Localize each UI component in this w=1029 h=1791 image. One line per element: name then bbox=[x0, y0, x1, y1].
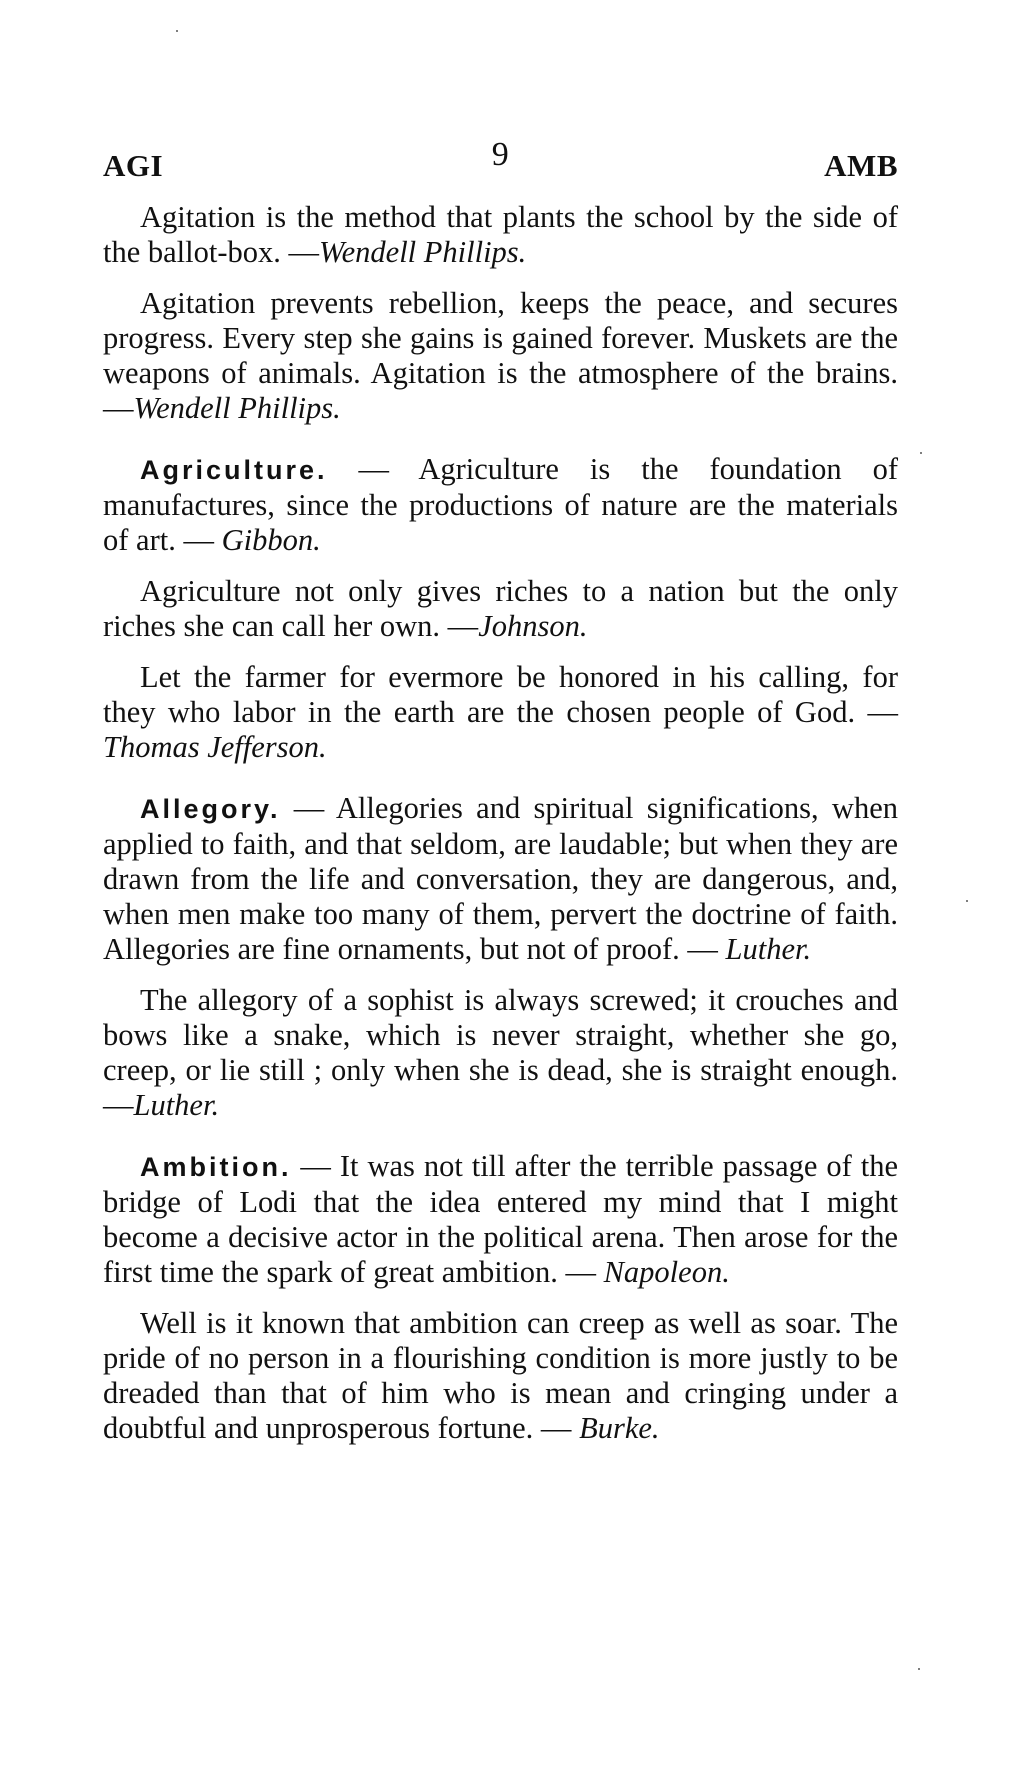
quote-attribution: Wendell Phillips. bbox=[319, 235, 527, 269]
entry-heading: Ambition. bbox=[140, 1152, 292, 1182]
entry-paragraph-agriculture bbox=[103, 452, 898, 558]
quote-text: The allegory of a sophist is always screwed; it crouches and bows like a snake, which is never straight, whether she go, creep, or lie still ; only when she is dead, she is straight enough. — bbox=[103, 983, 898, 1122]
quote-attribution: Gibbon. bbox=[221, 523, 321, 557]
paper-speck bbox=[176, 30, 178, 32]
paper-speck bbox=[920, 452, 922, 454]
quote-text: Agitation prevents rebellion, keeps the peace, and secures progress. Every step she gains is gained forever. Muskets are the weapons of animals. Agitation is the atmosphere of the brains. — bbox=[103, 286, 898, 425]
quote-text: — Agriculture is the foundation of manufactures, since the productions of nature are the materials of art. — bbox=[103, 452, 898, 557]
quote-text: Agriculture not only gives riches to a nation but the only riches she can call her own. — bbox=[103, 574, 898, 643]
quote-paragraph bbox=[103, 286, 898, 426]
quote-attribution: Luther. bbox=[133, 1088, 220, 1122]
quote-attribution: Burke. bbox=[579, 1411, 660, 1445]
quote-paragraph bbox=[103, 200, 898, 270]
quote-attribution: Johnson. bbox=[478, 609, 588, 643]
quote-text: Well is it known that ambition can creep as well as soar. The pride of no person in a flourishing condition is more justly to be dreaded than that of him who is mean and cringing under a doubtful and unprosperous fortune. — bbox=[103, 1306, 898, 1445]
quote-text: — It was not till after the terrible passage of the bridge of Lodi that the idea entered my mind that I might become a decisive actor in the political arena. Then arose for the first time the spark of great ambition. — bbox=[103, 1149, 898, 1289]
paper-speck bbox=[918, 1668, 920, 1670]
quote-attribution: Thomas Jefferson. bbox=[103, 730, 327, 764]
paper-speck bbox=[966, 900, 968, 902]
header-right-guideword: AMB bbox=[824, 148, 898, 183]
entry-heading: Agriculture. bbox=[140, 455, 328, 485]
page-number: 9 bbox=[491, 136, 510, 173]
entry-heading: Allegory. bbox=[140, 794, 281, 824]
quote-paragraph bbox=[103, 983, 898, 1123]
quote-attribution: Wendell Phillips. bbox=[133, 391, 341, 425]
quote-attribution: Napoleon. bbox=[603, 1255, 730, 1289]
page-body bbox=[103, 200, 898, 1462]
quote-paragraph bbox=[103, 1306, 898, 1446]
quote-text: Let the farmer for evermore be honored in his calling, for they who labor in the earth are the chosen people of God. — bbox=[103, 660, 898, 729]
quote-paragraph bbox=[103, 574, 898, 644]
quote-text: — Allegories and spiritual significations, when applied to faith, and that seldom, are laudable; but when they are drawn from the life and conversation, they are dangerous, and, when men make too many of them, pervert the doctrine of faith. Allegories are fine ornaments, but not of proof. — bbox=[103, 791, 898, 966]
entry-paragraph-ambition bbox=[103, 1149, 898, 1290]
entry-paragraph-allegory bbox=[103, 791, 898, 967]
quote-paragraph bbox=[103, 660, 898, 765]
running-head bbox=[103, 136, 898, 186]
header-left-guideword: AGI bbox=[103, 148, 164, 183]
quote-attribution: Luther. bbox=[725, 932, 812, 966]
quote-text: Agitation is the method that plants the school by the side of the ballot-box. — bbox=[103, 200, 898, 269]
